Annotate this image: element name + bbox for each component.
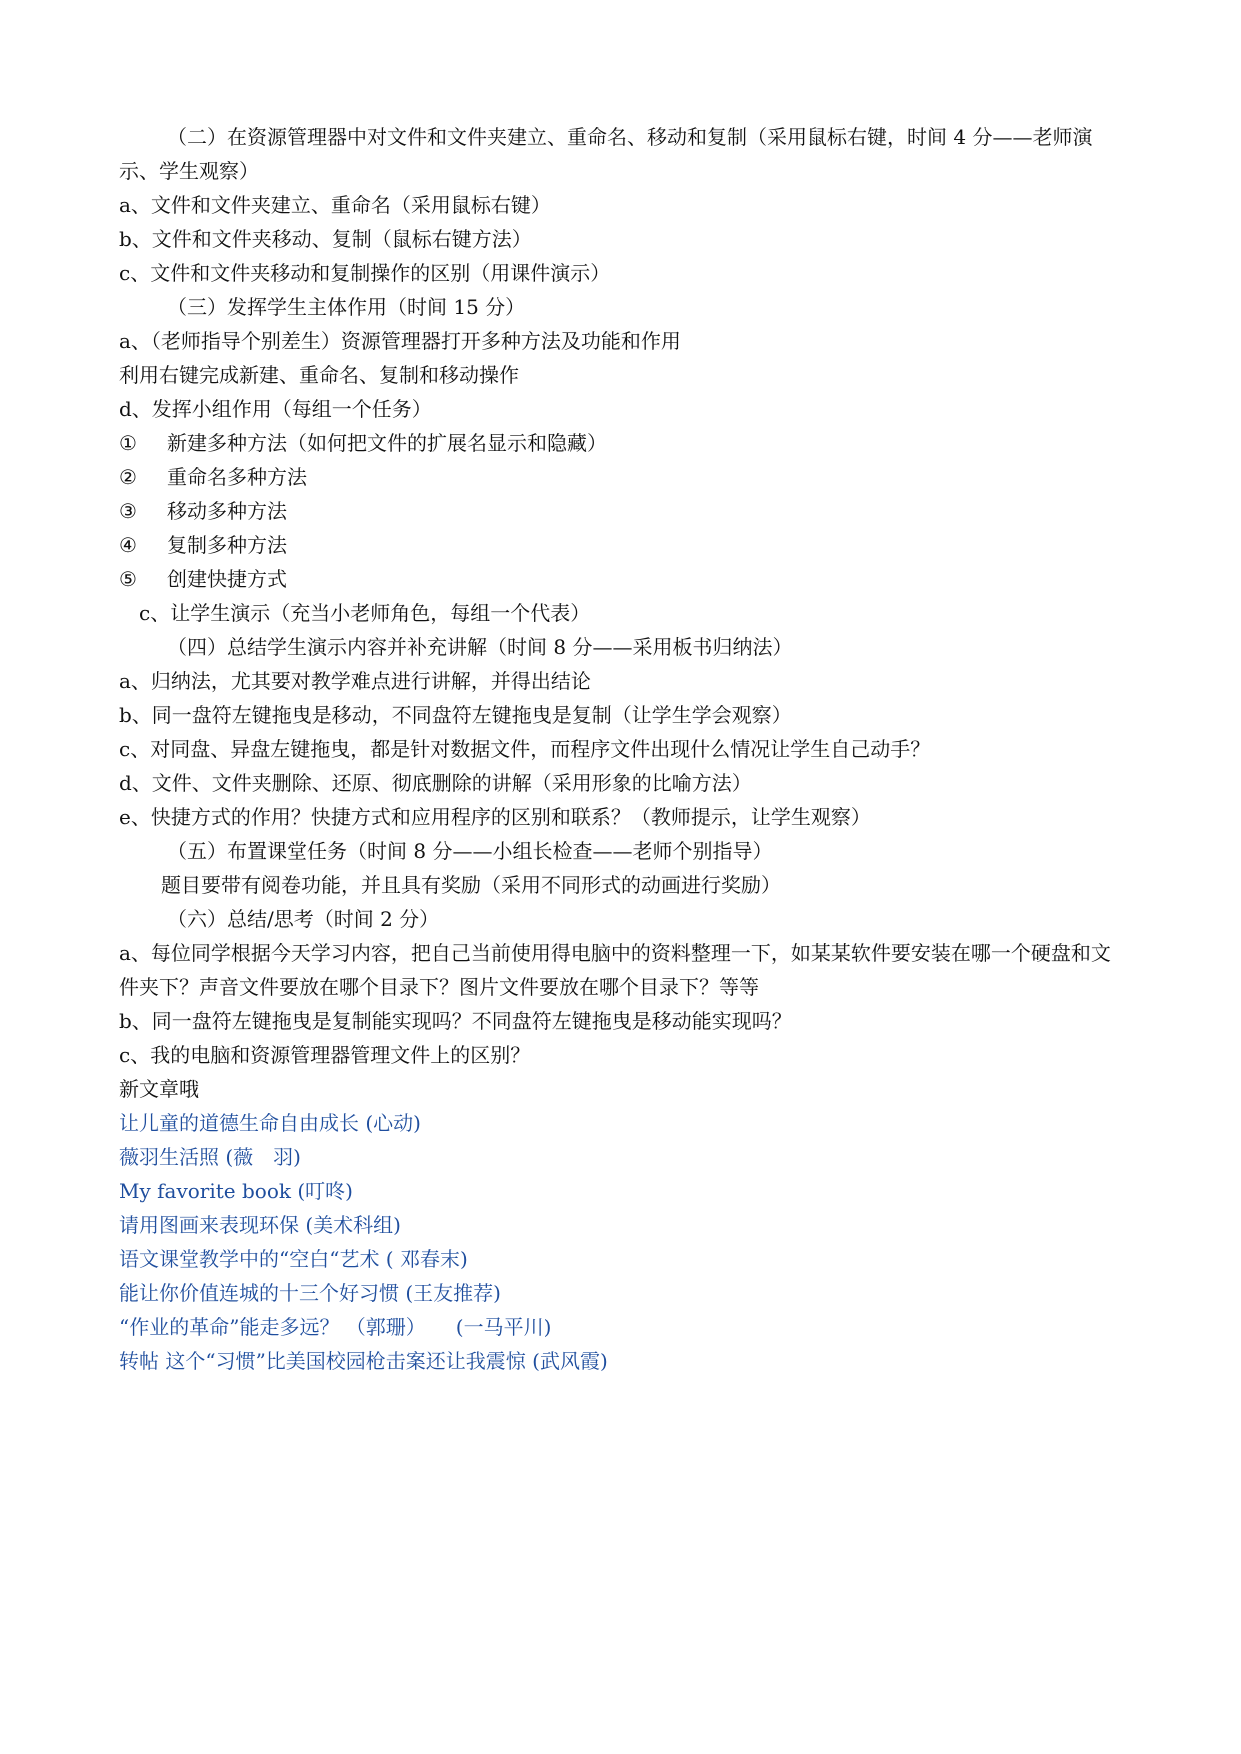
article-link[interactable]: 请用图画来表现环保 (美术科组) [119,1213,401,1237]
task-text: 创建快捷方式 [167,567,287,591]
task-item [119,460,1129,494]
section6-item-c: c、我的电脑和资源管理器管理文件上的区别？ [119,1043,531,1067]
task-text: 复制多种方法 [167,533,287,557]
section6-item-a: a、每位同学根据今天学习内容，把自己当前使用得电脑中的资料整理一下，如某某软件要安装在哪一个硬盘和文件夹下？声音文件要放在哪个目录下？图片文件要放在哪个目录下？等等 [119,941,1111,999]
task-text: 重命名多种方法 [167,465,307,489]
section2-item-c: c、文件和文件夹移动和复制操作的区别（用课件演示） [119,261,611,285]
task-number: ① [119,431,137,455]
section4-item-a: a、归纳法，尤其要对教学难点进行讲解，并得出结论 [119,669,591,693]
section4-item-e: e、快捷方式的作用？快捷方式和应用程序的区别和联系？（教师提示，让学生观察） [119,805,871,829]
article-link[interactable]: My favorite book (叮咚) [119,1179,353,1203]
task-text: 移动多种方法 [167,499,287,523]
task-item [119,528,1129,562]
section3-item-d: d、发挥小组作用（每组一个任务） [119,397,432,421]
task-item [119,562,1129,596]
task-text: 新建多种方法（如何把文件的扩展名显示和隐藏） [167,431,607,455]
section5-heading: （五）布置课堂任务（时间 8 分——小组长检查——老师个别指导） [167,839,773,863]
section3-item-c: c、让学生演示（充当小老师角色，每组一个代表） [139,601,591,625]
section6-item-b: b、同一盘符左键拖曳是复制能实现吗？不同盘符左键拖曳是移动能实现吗？ [119,1009,792,1033]
section2-heading: （二）在资源管理器中对文件和文件夹建立、重命名、移动和复制（采用鼠标右键，时间 4 分——老师演示、学生观察） [119,125,1093,183]
document-body [119,120,1129,1378]
article-link[interactable]: 让儿童的道德生命自由成长 (心动) [119,1111,421,1135]
task-number: ② [119,465,137,489]
task-number: ⑤ [119,567,137,591]
section4-item-c: c、对同盘、异盘左键拖曳，都是针对数据文件，而程序文件出现什么情况让学生自己动手？ [119,737,931,761]
article-link[interactable]: 薇羽生活照 (薇 羽) [119,1145,301,1169]
section3-line-b: 利用右键完成新建、重命名、复制和移动操作 [119,363,519,387]
task-number: ③ [119,499,137,523]
section4-item-b: b、同一盘符左键拖曳是移动，不同盘符左键拖曳是复制（让学生学会观察） [119,703,792,727]
section3-item-a: a、（老师指导个别差生）资源管理器打开多种方法及功能和作用 [119,329,681,353]
article-link[interactable]: 语文课堂教学中的“空白“艺术 ( 邓春末) [119,1247,468,1271]
section2-item-a: a、文件和文件夹建立、重命名（采用鼠标右键） [119,193,551,217]
article-link[interactable]: “作业的革命”能走多远？ （郭珊） (一马平川) [119,1315,552,1339]
section3-heading: （三）发挥学生主体作用（时间 15 分） [167,295,526,319]
article-link[interactable]: 能让你价值连城的十三个好习惯 (王友推荐) [119,1281,501,1305]
task-number: ④ [119,533,137,557]
task-item [119,494,1129,528]
section2-item-b: b、文件和文件夹移动、复制（鼠标右键方法） [119,227,532,251]
section4-item-d: d、文件、文件夹删除、还原、彻底删除的讲解（采用形象的比喻方法） [119,771,752,795]
task-item [119,426,1129,460]
new-articles-list [119,1106,1129,1378]
section4-heading: （四）总结学生演示内容并补充讲解（时间 8 分——采用板书归纳法） [167,635,793,659]
new-articles-label: 新文章哦 [119,1077,199,1101]
section5-line: 题目要带有阅卷功能，并且具有奖励（采用不同形式的动画进行奖励） [161,873,781,897]
section6-heading: （六）总结/思考（时间 2 分） [167,907,440,931]
article-link[interactable]: 转帖 这个“习惯”比美国校园枪击案还让我震惊 (武风霞) [119,1349,608,1373]
